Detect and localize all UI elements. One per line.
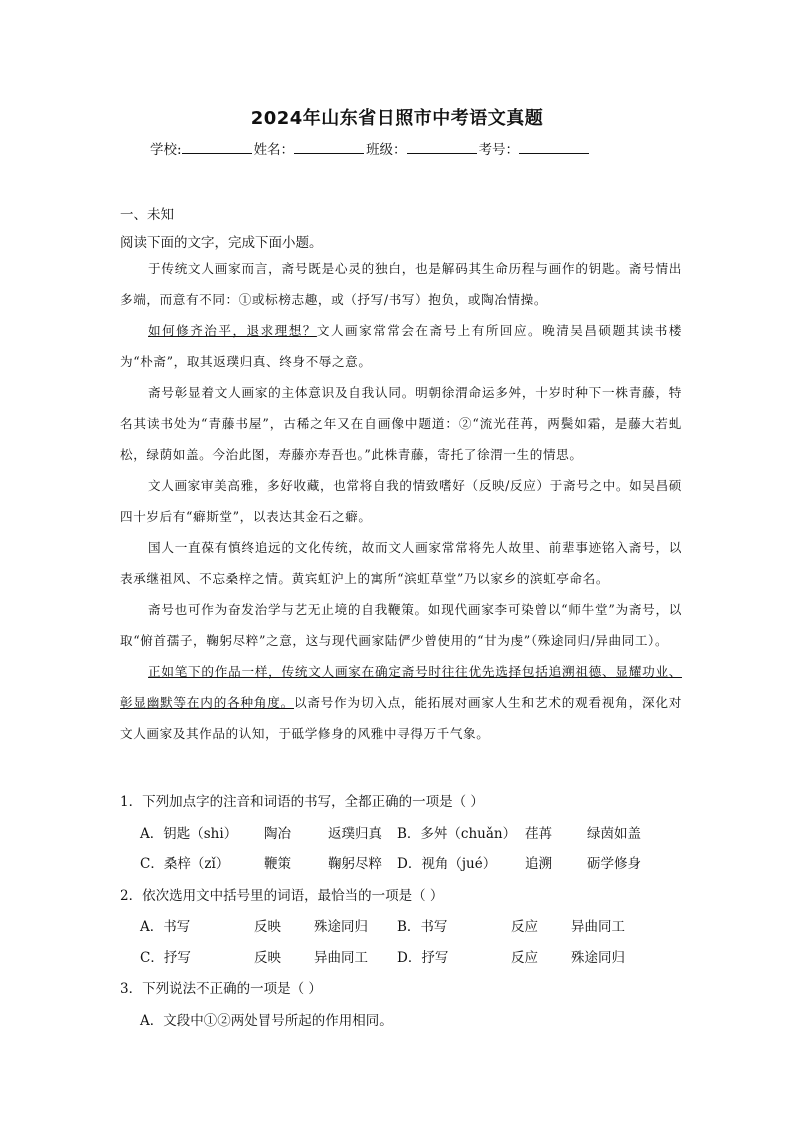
passage-paragraph	[120, 656, 682, 749]
option-word: 鞭策	[264, 856, 291, 872]
option-text: B．多舛（chuǎn）	[397, 826, 517, 842]
school-blank[interactable]	[182, 139, 252, 154]
question-1-option-a[interactable]	[140, 822, 382, 842]
paragraph-text: 文人画家常常会在斋号上有所回应。晚清吴昌硕题其读书楼为“朴斋”，取其返璞归真、终身不辱之意。	[120, 323, 682, 369]
option-text: C．抒写	[140, 950, 191, 966]
exam-number-label: 考号：	[478, 142, 520, 158]
page-title: 2024年山东省日照市中考语文真题	[250, 108, 544, 129]
question-2-option-c[interactable]	[140, 946, 368, 966]
passage-paragraph	[120, 315, 682, 377]
option-word: 荏苒	[525, 826, 552, 842]
option-word: 殊途同归	[571, 950, 625, 966]
passage-paragraph: 于传统文人画家而言，斋号既是心灵的独白，也是解码其生命历程与画作的钥匙。斋号情出多端，而意有不同：①或标榜志趣，或（抒写/书写）抱负，或陶冶情操。	[120, 261, 682, 307]
paragraph-text: 以斋号作为切入点，能拓展对画家人生和艺术的观看视角，深化对文人画家及其作品的认知，于砥学修身的风雅中寻得万千气象。	[120, 695, 682, 741]
underlined-sentence: 如何修齐治平，退求理想？	[148, 323, 317, 338]
passage-paragraph: 文人画家审美高雅，多好收藏，也常将自我的情致嗜好（反映/反应）于斋号之中。如吴昌硕四十岁后有“癖斯堂”，以表达其金石之癖。	[120, 478, 682, 524]
question-1-option-d[interactable]	[397, 852, 641, 872]
option-text: D．抒写	[397, 950, 449, 966]
option-word: 反映	[254, 950, 281, 966]
option-word: 异曲同工	[314, 950, 368, 966]
class-label: 班级：	[366, 142, 407, 158]
question-1-stem: 1．下列加点字的注音和词语的书写，全都正确的一项是（ ）	[120, 794, 484, 810]
question-2-option-a[interactable]	[140, 915, 368, 935]
question-2-option-b[interactable]	[397, 915, 625, 935]
option-word: 异曲同工	[571, 919, 625, 935]
name-label: 姓名：	[253, 142, 295, 158]
option-word: 追溯	[525, 856, 552, 872]
option-word: 殊途同归	[314, 919, 368, 935]
option-word: 鞠躬尽粹	[328, 856, 382, 872]
question-1-option-c[interactable]	[140, 852, 382, 872]
passage-paragraph: 斋号彰显着文人画家的主体意识及自我认同。明朝徐渭命运多舛，十岁时种下一株青藤，特名其读书处为“青藤书屋”，古稀之年又在自画像中题道：②“流光荏苒，两鬓如霜，是藤大若虬松，绿荫如盖。今治此图，寿藤亦寿吾也。”此株青藤，寄托了徐渭一生的情思。	[120, 385, 682, 462]
exam-number-blank[interactable]	[519, 139, 589, 154]
school-label: 学校:	[150, 142, 182, 158]
option-word: 返璞归真	[328, 826, 382, 842]
question-3-stem: 3．下列说法不正确的一项是（ ）	[120, 981, 322, 997]
instruction: 阅读下面的文字，完成下面小题。	[120, 235, 323, 251]
option-word: 绿茵如盖	[587, 826, 641, 842]
option-word: 陶冶	[264, 826, 291, 842]
passage-paragraph: 国人一直葆有慎终追远的文化传统，故而文人画家常常将先人故里、前辈事迹铭入斋号，以表承继祖风、不忘桑梓之情。黄宾虹沪上的寓所“滨虹草堂”乃以家乡的滨虹亭命名。	[120, 540, 682, 586]
option-text: B．书写	[397, 919, 448, 935]
class-blank[interactable]	[407, 139, 477, 154]
underlined-sentence: 正如笔下的作品一样，传统文人画家在确定斋号时往往优先选择包括追溯祖德、显耀功业、彰显幽默等在内的各种角度。	[120, 664, 682, 710]
option-word: 反应	[511, 950, 538, 966]
option-word: 反映	[254, 919, 281, 935]
option-word: 砺学修身	[587, 856, 641, 872]
question-1-option-b[interactable]	[397, 822, 641, 842]
option-word: 反应	[511, 919, 538, 935]
option-text: A．钥匙（shi）	[140, 826, 238, 842]
name-blank[interactable]	[294, 139, 364, 154]
question-2-stem: 2．依次选用文中括号里的词语，最恰当的一项是（ ）	[120, 888, 444, 904]
student-info-line	[150, 138, 591, 158]
option-text: C．桑梓（zǐ）	[140, 856, 230, 872]
question-2-option-d[interactable]	[397, 946, 625, 966]
option-text: A．书写	[140, 919, 191, 935]
reading-passage	[120, 253, 682, 749]
section-heading: 一、未知	[120, 207, 174, 223]
passage-paragraph: 斋号也可作为奋发治学与艺无止境的自我鞭策。如现代画家李可染曾以“师牛堂”为斋号，以取“俯首孺子，鞠躬尽粹”之意，这与现代画家陆俨少曾使用的“甘为虔”（殊途同归/异曲同工）。	[120, 602, 682, 648]
option-text: D．视角（jué）	[397, 856, 497, 872]
question-3-option-a[interactable]: A．文段中①②两处冒号所起的作用相同。	[140, 1013, 393, 1029]
